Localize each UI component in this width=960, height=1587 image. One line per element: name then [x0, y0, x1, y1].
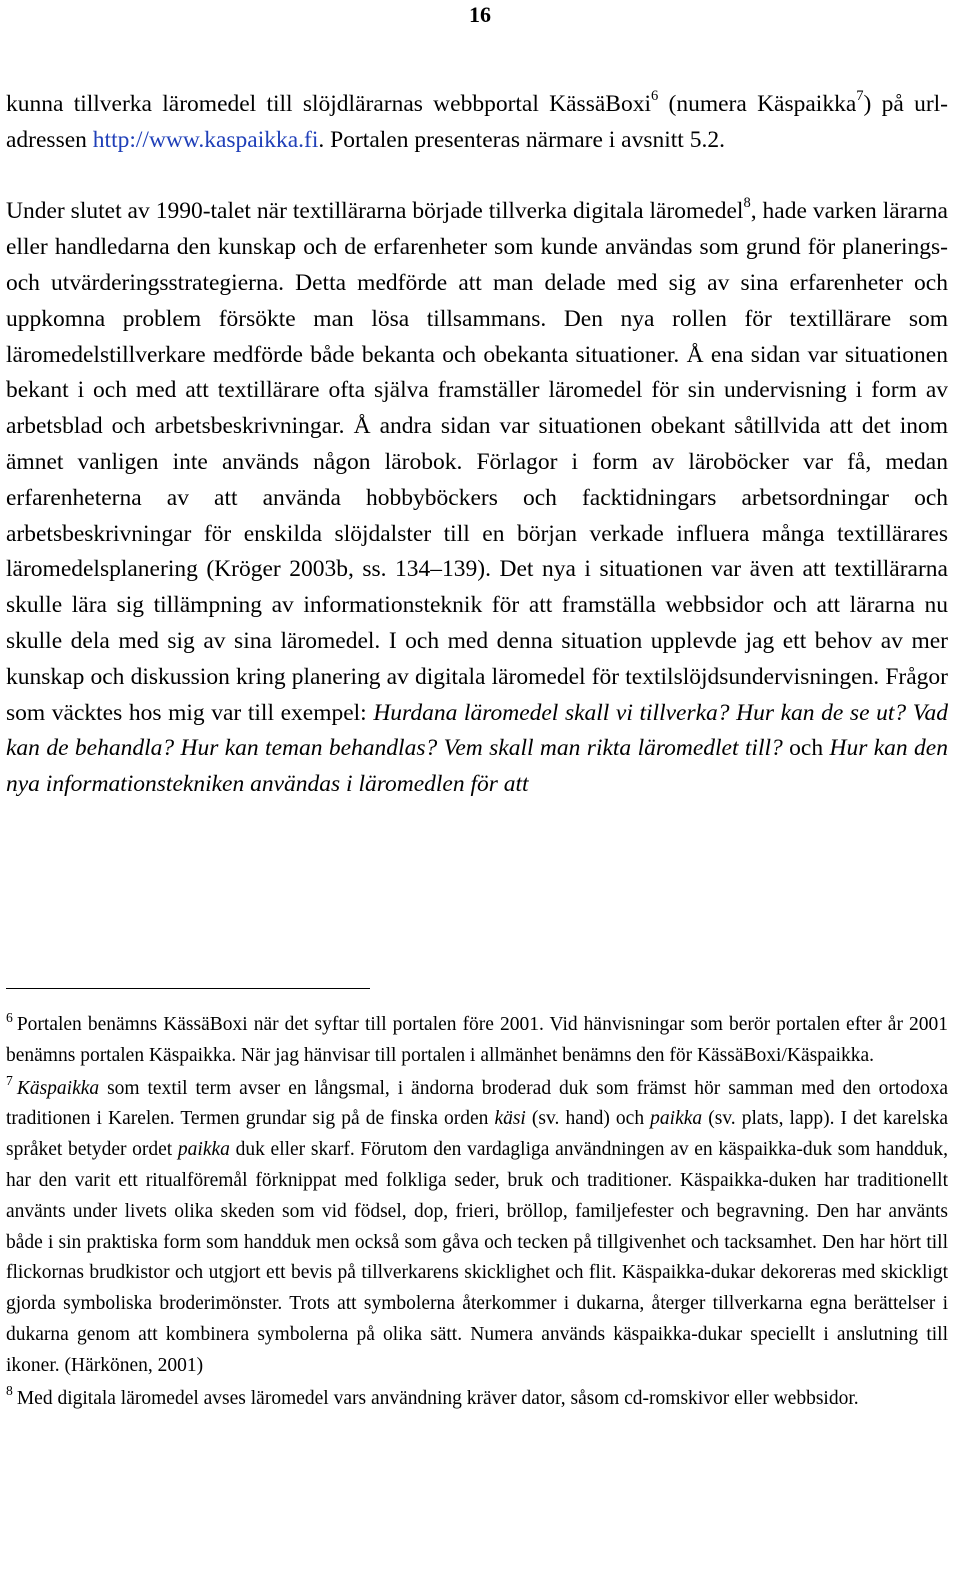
footnote-mark: 6 — [6, 1009, 13, 1025]
text: (numera Käspaikka — [658, 91, 857, 117]
footnote-ref-6[interactable]: 6 — [650, 88, 659, 105]
term-italic: käsi — [494, 1108, 526, 1130]
footnote-text: (sv. plats, lapp). I det karelska språket betyder ordet — [6, 1108, 948, 1161]
text: , hade varken lärarna eller handledarna den kunskap och de erfarenheter som kunde användas som grund för planerings- och utvärderingsstrategierna. Detta medförde att man delade med sig av sina erfarenheter och uppkomna problem försökte man lösa tillsammans. Den nya rollen för textillärare som läromedelstillverkare medförde både bekanta och obekanta situationer. Å ena sidan var situationen bekant i och med att textillärare ofta själva framställer läromedel för sin undervisning i form av arbetsblad och arbetsbeskrivningar. Å andra sidan var situationen obekant såtillvida att det inom ämnet vanligen inte används någon lärobok. Förlagor i form av läroböcker var få, medan erfarenheterna av att använda hobbyböckers och facktidningars arbetsordningar och arbetsbeskrivningar för enskilda slöjdalster till en början verkade influera många textillärares läromedelsplanering (Kröger 2003b, ss. 134–139). Det nya i situationen var även att textillärarna skulle lära sig tillämpning av informationsteknik för att framställa webbsidor och att lärarna nu skulle dela med sig av sina läromedel. I och med denna situation upplevde jag ett behov av mer kunskap och diskussion kring planering av digitala läromedel för textilslöjdsundervisningen. Frågor som väcktes hos mig var till exempel: — [6, 198, 948, 726]
footnote-6 — [6, 1010, 948, 1072]
term-italic: Käspaikka — [16, 1077, 100, 1099]
url-link[interactable]: http://www.kaspaikka.fi — [92, 126, 319, 153]
term-italic: paikka — [177, 1139, 230, 1161]
questions-italic: Hurdana läromedel skall vi tillverka? Hur kan de se ut? Vad kan de behandla? Hur kan teman behandlas? Vem skall man rikta läromedlet till? — [6, 699, 948, 762]
footnote-mark: 7 — [6, 1073, 13, 1089]
footnote-text: duk eller skarf. Förutom den vardagliga användningen av en käspaikka-duk som handduk, har den varit ett ritualföremål förknippat med folkliga seder, bruk och traditioner. Käspaikka-duken har traditionellt använts under livets olika skeden som vid födsel, dop, frieri, bröllop, familjefester och begravning. Den har använts både i sin praktiska form som handduk men också som gåva och tecken på tillgivenhet och tacksamhet. Den har hört till flickornas brudkistor och utgjort ett bevis på tillverkarens skicklighet och flit. Käspaikka-dukar dekoreras med skickligt gjorda symboliska broderimönster. Trots att symbolerna återkommer i dukarna, återger tillverkarna egna berättelser i dukarna genom att kombinera symbolerna på olika sätt. Numera används käspaikka-dukar speciellt i anslutning till ikoner. (Härkönen, 2001) — [6, 1139, 948, 1376]
footnote-8 — [6, 1384, 948, 1415]
text: . Portalen presenteras närmare i avsnitt 5.2. — [318, 126, 725, 153]
main-text — [6, 87, 948, 803]
footnote-ref-7[interactable]: 7 — [856, 88, 864, 105]
footnotes — [6, 1010, 948, 1416]
text: kunna tillverka läromedel till slöjdlärarnas webbportal KässäBoxi — [6, 91, 651, 117]
footnote-text: (sv. hand) och — [525, 1108, 651, 1130]
footnote-text: Med digitala läromedel avses läromedel vars användning kräver dator, såsom cd-romskivor eller webbsidor. — [16, 1387, 859, 1409]
paragraph-1 — [6, 87, 948, 159]
text: och — [782, 735, 830, 762]
text: ) på url-adressen — [6, 91, 949, 153]
term-italic: paikka — [650, 1108, 703, 1130]
footnote-text: Portalen benämns KässäBoxi när det syftar till portalen före 2001. Vid hänvisningar som berör portalen efter år 2001 benämns portalen Käspaikka. När jag hänvisar till portalen i allmänhet benämns den för KässäBoxi/Käspaikka. — [6, 1014, 948, 1066]
page-number: 16 — [469, 2, 491, 27]
footnote-7 — [6, 1074, 948, 1382]
paragraph-2 — [6, 194, 948, 803]
footnote-ref-8[interactable]: 8 — [743, 195, 751, 212]
footnote-mark: 8 — [6, 1383, 13, 1399]
text: Under slutet av 1990-talet när textillärarna började tillverka digitala läromedel — [6, 198, 744, 225]
question-italic: Hur kan den nya informationstekniken användas i läromedlen för att — [6, 735, 948, 798]
footnote-separator — [6, 988, 370, 989]
footnote-text: som textil term avser en långsmal, i ändorna broderad duk som främst hör samman med den ortodoxa traditionen i Karelen. Termen grundar sig på de finska orden — [6, 1077, 948, 1130]
